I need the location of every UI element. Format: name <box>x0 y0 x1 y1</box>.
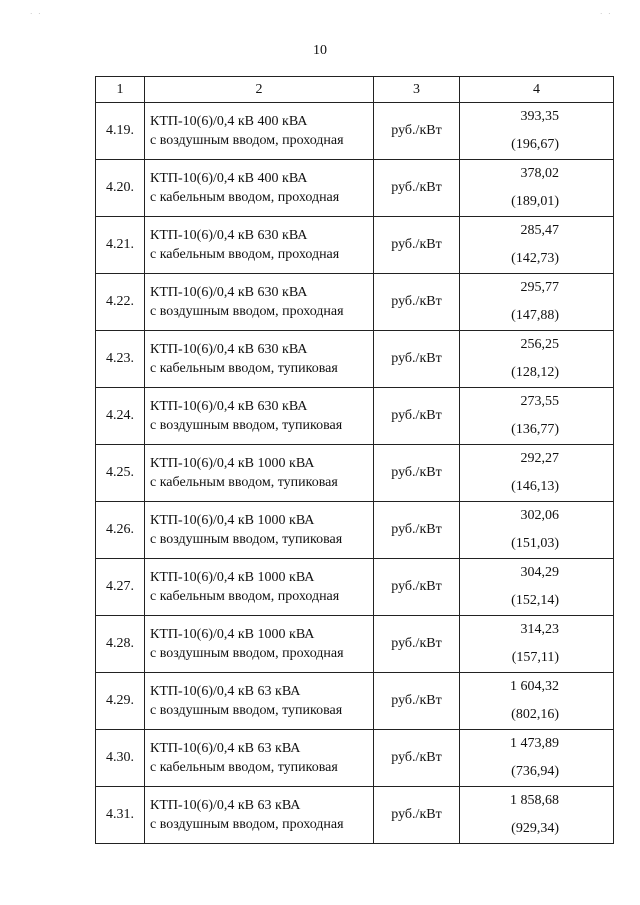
description-line-1: КТП-10(6)/0,4 кВ 63 кВА <box>150 798 301 813</box>
value-main: 302,06 <box>520 508 559 523</box>
row-value <box>460 616 614 673</box>
row-description <box>145 331 374 388</box>
row-number: 4.20. <box>96 160 145 217</box>
row-description <box>145 274 374 331</box>
description-line-1: КТП-10(6)/0,4 кВ 630 кВА <box>150 342 308 357</box>
row-value <box>460 160 614 217</box>
value-main: 285,47 <box>520 223 559 238</box>
value-main: 292,27 <box>520 451 559 466</box>
table-row <box>96 388 614 445</box>
row-value <box>460 103 614 160</box>
row-unit: руб./кВт <box>374 445 460 502</box>
description-line-2: с кабельным вводом, тупиковая <box>150 361 338 376</box>
value-main: 256,25 <box>520 337 559 352</box>
row-unit: руб./кВт <box>374 388 460 445</box>
table-row <box>96 787 614 844</box>
description-line-2: с кабельным вводом, проходная <box>150 589 340 604</box>
row-description <box>145 787 374 844</box>
row-description <box>145 388 374 445</box>
description-line-2: с воздушным вводом, проходная <box>150 817 344 832</box>
value-secondary: (147,88) <box>511 308 559 323</box>
row-value <box>460 445 614 502</box>
value-main: 393,35 <box>520 109 559 124</box>
value-main: 1 858,68 <box>510 793 559 808</box>
row-number: 4.19. <box>96 103 145 160</box>
row-number: 4.26. <box>96 502 145 559</box>
description-line-2: с кабельным вводом, тупиковая <box>150 475 338 490</box>
row-value <box>460 787 614 844</box>
row-number: 4.21. <box>96 217 145 274</box>
page-number: 10 <box>313 43 327 58</box>
row-number: 4.24. <box>96 388 145 445</box>
value-main: 1 473,89 <box>510 736 559 751</box>
row-description <box>145 730 374 787</box>
value-main: 378,02 <box>520 166 559 181</box>
column-header: 3 <box>374 77 460 103</box>
description-line-1: КТП-10(6)/0,4 кВ 63 кВА <box>150 684 301 699</box>
value-secondary: (802,16) <box>511 707 559 722</box>
description-line-2: с кабельным вводом, проходная <box>150 247 340 262</box>
row-value <box>460 274 614 331</box>
row-number: 4.29. <box>96 673 145 730</box>
row-value <box>460 730 614 787</box>
value-secondary: (152,14) <box>511 593 559 608</box>
value-secondary: (151,03) <box>511 536 559 551</box>
description-line-1: КТП-10(6)/0,4 кВ 630 кВА <box>150 285 308 300</box>
column-header: 4 <box>460 77 614 103</box>
row-value <box>460 217 614 274</box>
row-number: 4.27. <box>96 559 145 616</box>
row-description <box>145 217 374 274</box>
row-unit: руб./кВт <box>374 730 460 787</box>
value-secondary: (136,77) <box>511 422 559 437</box>
description-line-2: с воздушным вводом, проходная <box>150 646 344 661</box>
tariff-table <box>95 76 614 844</box>
row-unit: руб./кВт <box>374 217 460 274</box>
table-row <box>96 730 614 787</box>
scan-artifact: · · <box>30 10 43 18</box>
value-secondary: (157,11) <box>511 650 559 665</box>
row-number: 4.25. <box>96 445 145 502</box>
description-line-2: с воздушным вводом, тупиковая <box>150 418 343 433</box>
value-secondary: (196,67) <box>511 137 559 152</box>
table-row <box>96 103 614 160</box>
table-row <box>96 445 614 502</box>
description-line-2: с воздушным вводом, проходная <box>150 133 344 148</box>
row-unit: руб./кВт <box>374 274 460 331</box>
row-description <box>145 502 374 559</box>
row-number: 4.23. <box>96 331 145 388</box>
value-secondary: (146,13) <box>511 479 559 494</box>
row-description <box>145 445 374 502</box>
row-number: 4.30. <box>96 730 145 787</box>
row-unit: руб./кВт <box>374 502 460 559</box>
row-unit: руб./кВт <box>374 673 460 730</box>
description-line-2: с воздушным вводом, тупиковая <box>150 532 343 547</box>
value-main: 1 604,32 <box>510 679 559 694</box>
table-row <box>96 673 614 730</box>
table-row <box>96 217 614 274</box>
row-value <box>460 559 614 616</box>
row-value <box>460 331 614 388</box>
column-header: 2 <box>145 77 374 103</box>
table-row <box>96 559 614 616</box>
row-description <box>145 616 374 673</box>
description-line-2: с кабельным вводом, проходная <box>150 190 340 205</box>
description-line-1: КТП-10(6)/0,4 кВ 630 кВА <box>150 399 308 414</box>
value-main: 273,55 <box>520 394 559 409</box>
row-number: 4.22. <box>96 274 145 331</box>
description-line-1: КТП-10(6)/0,4 кВ 400 кВА <box>150 114 308 129</box>
row-value <box>460 502 614 559</box>
description-line-2: с воздушным вводом, тупиковая <box>150 703 343 718</box>
description-line-2: с воздушным вводом, проходная <box>150 304 344 319</box>
table-row <box>96 616 614 673</box>
description-line-1: КТП-10(6)/0,4 кВ 400 кВА <box>150 171 308 186</box>
table-row <box>96 331 614 388</box>
description-line-1: КТП-10(6)/0,4 кВ 1000 кВА <box>150 570 315 585</box>
description-line-1: КТП-10(6)/0,4 кВ 1000 кВА <box>150 513 315 528</box>
header-row <box>96 77 614 103</box>
value-secondary: (128,12) <box>511 365 559 380</box>
row-unit: руб./кВт <box>374 787 460 844</box>
table-row <box>96 160 614 217</box>
row-unit: руб./кВт <box>374 616 460 673</box>
row-unit: руб./кВт <box>374 103 460 160</box>
description-line-1: КТП-10(6)/0,4 кВ 1000 кВА <box>150 456 315 471</box>
row-unit: руб./кВт <box>374 559 460 616</box>
value-secondary: (736,94) <box>511 764 559 779</box>
description-line-1: КТП-10(6)/0,4 кВ 1000 кВА <box>150 627 315 642</box>
table-row <box>96 274 614 331</box>
description-line-1: КТП-10(6)/0,4 кВ 630 кВА <box>150 228 308 243</box>
row-number: 4.31. <box>96 787 145 844</box>
value-secondary: (929,34) <box>511 821 559 836</box>
row-description <box>145 103 374 160</box>
row-unit: руб./кВт <box>374 160 460 217</box>
description-line-1: КТП-10(6)/0,4 кВ 63 кВА <box>150 741 301 756</box>
scan-artifact: · · <box>600 10 613 18</box>
row-unit: руб./кВт <box>374 331 460 388</box>
row-value <box>460 388 614 445</box>
value-secondary: (142,73) <box>511 251 559 266</box>
row-description <box>145 673 374 730</box>
value-main: 295,77 <box>520 280 559 295</box>
value-secondary: (189,01) <box>511 194 559 209</box>
row-value <box>460 673 614 730</box>
value-main: 314,23 <box>520 622 559 637</box>
row-description <box>145 559 374 616</box>
table-row <box>96 502 614 559</box>
row-description <box>145 160 374 217</box>
description-line-2: с кабельным вводом, тупиковая <box>150 760 338 775</box>
column-header: 1 <box>96 77 145 103</box>
value-main: 304,29 <box>520 565 559 580</box>
row-number: 4.28. <box>96 616 145 673</box>
